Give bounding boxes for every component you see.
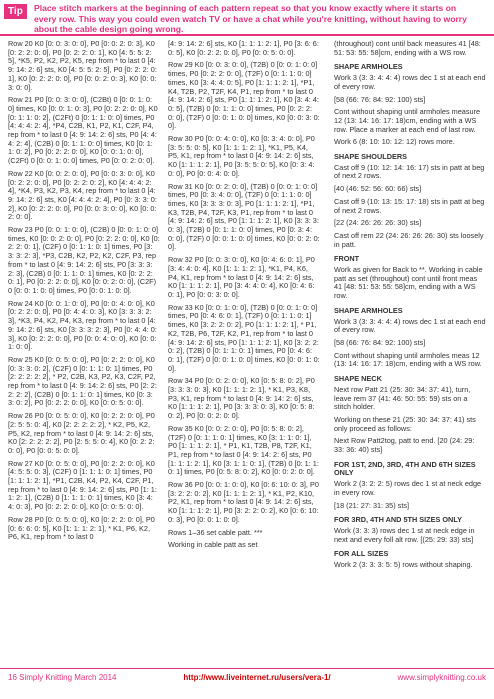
tip-text: Place stitch markers at the beginning of each pattern repeat so that you know exactly where it starts on every row. This way you could even watch TV or have a chat while you're knitting, without having to worry about the cable design going wrong. [34, 3, 467, 34]
pattern-paragraph: Row 30 P0 [0: 0: 4: 0: 0], K0 [0: 3: 4: 0: 0], P0 [3: 5: 5: 0: 5], K0 [1: 1: 1: 2: 1], *K1, P5, K4, P5, K1, rep from * to last 0 [4: 9: 14: 2: 6] sts, K0 [1: 1: 1: 2: 1], P0 [3: 5: 5: 0: 5], K0 [0: 3: 4: 0: 0], P0 [0: 0: 4: 0: 0]. [168, 134, 315, 178]
section-heading: SHAPE ARMHOLES [334, 305, 403, 315]
column-1 [8, 40, 160, 546]
footer [8, 673, 486, 682]
pattern-paragraph: Row 31 K0 [0: 0: 2: 0: 0], (T2B) 0 [0: 0: 1: 0: 0] times, P0 [0: 3: 4: 0: 0], (T2F) 0 [0: 1: 1: 0: 0] times, K0 [3: 3: 3: 0: 3], P0 [1: 1: 1: 2: 1], *P1, K3, T2B, P4, T2F, K3, P1, rep from * to last 0 [4: 9: 14: 2: 6] sts, P0 [1: 1: 1: 2: 1], K0 [3: 3: 3: 0: 3], (T2B) 0 [0: 1: 1: 0: 0] times, P0 [0: 3: 4: 0: 0], (T2F) 0 [0: 0: 1: 0: 0] times, K0 [0: 0: 2: 0: 0]. [168, 181, 320, 252]
pattern-paragraph: [58 (66: 76: 84: 92: 100) sts] [334, 337, 426, 347]
page-number: 16 Simply Knitting March 2014 [8, 673, 117, 682]
pattern-paragraph: [22 (24: 26: 26: 26: 30) sts] [334, 218, 422, 228]
pattern-paragraph: Row 33 K0 [0: 0: 1: 0: 0], (T2B) 0 [0: 0: 1: 0: 0] times, P0 [0: 4: 6: 0: 1], (T2F) 0 [0: 1: 1: 0: 1] times, K0 [3: 2: 2: 0: 2], P0 [1: 1: 1: 2: 1], * P1, K2, T2B, P6, T2F, K2, P1, rep from * to last 0 [4: 9: 14: 2: 6] sts, P0 [1: 1: 1: 2: 1], K0 [3: 2: 2: 0: 2], (T2B) 0 [0: 1: 1: 0: 1] times, P0 [0: 4: 6: 0: 1], (T2F) 0 [0: 0: 1: 0: 0] times, K0 [0: 0: 1: 0: 0]. [168, 302, 320, 373]
column-3 [334, 40, 486, 574]
section-heading: FOR ALL SIZES [334, 549, 389, 559]
pattern-paragraph: [4: 9: 14: 2: 6] sts, K0 [1: 1: 1: 2: 1], P0 [3: 6: 6: 0: 5], K0 [0: 2: 2: 0: 0], P0 [0: 0: 5: 0: 0]. [168, 39, 319, 57]
pattern-paragraph: Work 3 (3: 3: 4: 4: 4) rows dec 1 st at each end of every row. [334, 316, 486, 335]
tip-divider [0, 34, 494, 36]
footer-divider [0, 668, 494, 669]
section-heading: SHAPE NECK [334, 374, 382, 384]
pattern-paragraph: Row 20 K0 [0: 0: 3: 0: 0], P0 [0: 0: 2: 0: 3], K0 [0: 2: 2: 0: 0], P0 [0: 2: 2: 0: 1], K0 [4: 5: 5: 2: 5], *K5, P2, K2, P2, K5, rep from * to last 0 [4: 9: 14: 2: 6] sts, K0 [4: 5: 5: 2: 5], P0 [0: 2: 2: 0: 1], K0 [0: 2: 2: 0: 0], P0 [0: 0: 2: 0: 3], K0 [0: 0: 3: 0: 0]. [8, 39, 157, 92]
pattern-paragraph: Row 35 K0 [0: 0: 2: 0: 0], P0 [0: 5: 8: 0: 2], (T2F) 0 [0: 1: 1: 0: 1] times, K0 [3: 1: 1: 0: 1], P0 [1: 1: 1: 2: 1], * P1, K1, T2B, P8, T2F, K1, P1, rep from * to last 0 [4: 9: 14: 2: 6] sts, P0 [1: 1: 1: 2: 1], K0 [3: 1: 1: 0: 1], (T2B) 0 [0: 1: 1: 0: 1] times, P0 [0: 5: 8: 0: 2], K0 [0: 0: 2: 0: 0]. [168, 423, 319, 477]
pattern-paragraph: Next row Patt 21 (25: 30: 34: 37: 41), turn, leave rem 37 (41: 46: 50: 55: 59) sts on a stitch holder. [334, 384, 471, 412]
pattern-paragraph: Row 29 K0 [0: 0: 3: 0: 0], (T2B) 0 [0: 0: 1: 0: 0] times, P0 [0: 2: 2: 0: 0], (T2F) 0 [0: 1: 1: 0: 0] times, K0 [3: 4: 4: 0: 5], P0 [1: 1: 1: 2: 1], *P1, K4, T2B, P2, T2F, K4, P1, rep from * to last 0 [4: 9: 14: 2: 6] sts, P0 [1: 1: 1: 2: 1], K0 [3: 4: 4: 0: 5], (T2B) 0 [0: 1: 1: 0: 0] times, P0 [0: 2: 2: 0: 0], (T2F) 0 [0: 0: 1: 0: 0] times, K0 [0: 0: 3: 0: 0]. [168, 60, 320, 131]
pattern-paragraph: (throughout) cont until back measures 41 [48: 51: 53: 55: 58]cm, ending with a WS row. [334, 39, 481, 57]
pattern-paragraph: Work 2 (3: 3: 3: 5: 5) rows without shaping. [334, 560, 473, 570]
pattern-paragraph: Row 21 P0 [0: 0: 3: 0: 0], (C2Bt) 0 [0: 0: 1: 0: 0] times, K0 [0: 0: 1: 0: 3], P0 [0: 2: 2: 0: 0], K0 [0: 1: 1: 0: 2], (C2Ft) 0 [0: 1: 1: 0: 0] times, P0 [4: 4: 4: 2: 4], *P4, C2B, K1, P2, K1, C2F, P4, rep from * to last 0 [4: 9: 14: 2: 6] sts, P0 [4: 4: 4: 2: 4], (C2B) 0 [0: 1: 1: 0: 0] times, K0 [0: 1: 1: 0: 2], P0 [0: 2: 2: 0: 0], K0 [0: 0: 1: 0: 0], (C2Ft) 0 [0: 0: 1: 0: 0] times, P0 [0: 0: 2: 0: 0]. [8, 95, 158, 166]
pattern-paragraph: Row 28 P0 [0: 0: 5: 0: 0], K0 [0: 2: 2: 0: 0], P0 [0: 6: 6: 0: 5], K0 [1: 1: 1: 2: 1], * K1, P6, K2, P6, K1, rep from * to last 0 [8, 514, 155, 542]
pattern-paragraph: Work 3 (3: 3: 4: 4: 4) rows dec 1 st at each end of every row. [334, 73, 486, 91]
pattern-paragraph: Row 36 P0 [0: 0: 1: 0: 0], K0 [0: 6: 10: 0: 3], P0 [3: 2: 2: 0: 2], K0 [1: 1: 1: 2: 1], * K1, P2, K10, P2, K1, rep from * to last 0 [4: 9: 14: 2: 6] sts, K0 [1: 1: 1: 2: 1], P0 [3: 2: 2: 0: 2], K0 [0: 6: 10: 0: 3], P0 [0: 0: 1: 0: 0]. [168, 480, 319, 524]
pattern-paragraph: Work (3: 3: 3) rows dec 1 st at neck edge in next and every foll alt row. [(25: 29: 33) sts] [334, 525, 475, 544]
section-heading: FOR 3RD, 4TH AND 5TH SIZES ONLY [334, 515, 462, 525]
pattern-paragraph: Work 2 (3: 2: 2: 5) rows dec 1 st at neck edge in every row. [334, 479, 482, 497]
pattern-paragraph: Row 25 K0 [0: 0: 5: 0: 0], P0 [0: 2: 2: 0: 0], K0 [0: 3: 3: 0: 2], (C2F) 0 [0: 1: 1: 0: 1] times, P0 [2: 2: 2: 2: 2], * P2, C2B, K3, P2, K3, C2F, P2, rep from * to last 0 [4: 9: 14: 2: 6] sts, P0 [2: 2: 2: 2: 2], (C2B) 0 [0: 1: 1: 0: 1] times, K0 [0: 3: 3: 0: 2], P0 [0: 2: 2: 0: 0], K0 [0: 0: 5: 0: 0]. [8, 354, 157, 408]
pattern-paragraph: Row 32 P0 [0: 0: 3: 0: 0], K0 [0: 4: 6: 0: 1], P0 [3: 4: 4: 0: 4], K0 [1: 1: 1: 2: 1], *K1, P4, K6, P4, K1, rep from * to last 0 [4: 9: 14: 2: 6] sts, K0 [1: 1: 1: 2: 1], P0 [3: 4: 4: 0: 4], K0 [0: 4: 6: 0: 1], P0 [0: 0: 3: 0: 0]. [168, 255, 315, 299]
pattern-paragraph: Cast off rem 22 (24: 26: 26: 26: 30) sts loosely in patt. [334, 230, 484, 249]
tip-badge: Tip [4, 4, 27, 19]
section-heading: SHAPE SHOULDERS [334, 152, 407, 162]
pattern-paragraph: Row 24 K0 [0: 0: 1: 0: 0], P0 [0: 0: 4: 0: 0], K0 [0: 2: 2: 0: 0], P0 [0: 4: 4: 0: 3], K0 [3: 3: 3: 2: 3], *K3, P4, K2, P4, K3, rep from * to last 0 [4: 9: 14: 2: 6] sts, K0 [3: 3: 3: 2: 3], P0 [0: 4: 4: 0: 3], K0 [0: 2: 2: 0: 0], P0 [0: 0: 4: 0: 0], K0 [0: 0: 1: 0: 0]. [8, 298, 157, 352]
site-link[interactable]: www.simplyknitting.co.uk [397, 673, 486, 682]
tip-box [0, 0, 494, 34]
pattern-paragraph: Row 26 P0 [0: 0: 5: 0: 0], K0 [0: 2: 2: 0: 0], P0 [2: 5: 5: 0: 4], K0 [2: 2: 2: 2: 2], * K2, P5, K2, P5, K2, rep from * to last 0 [4: 9: 14: 2: 6] sts, K0 [2: 2: 2: 2: 2], P0 [2: 5: 5: 0: 4], K0 [0: 2: 2: 0: 0], P0 [0: 0: 5: 0: 0]. [8, 411, 155, 455]
pattern-paragraph: Work 6 (8: 10: 10: 12: 12) rows more. [334, 137, 455, 147]
pattern-paragraph: Cast off 9 (10: 13: 15: 17: 18) sts in patt at beg of next 2 rows. [334, 196, 485, 215]
pattern-paragraph: Next Row Patt2tog, patt to end. [20 (24: 29: 33: 36: 40) sts] [334, 436, 475, 455]
pattern-paragraph: Cont without shaping until armholes meas 12 (13: 14: 16: 17: 18)cm, ending with a WS row. [334, 350, 482, 369]
column-2 [168, 40, 320, 554]
pattern-paragraph: Row 27 K0 [0: 0: 5: 0: 0], P0 [0: 2: 2: 0: 0], K0 [4: 5: 5: 0: 3], (C2F) 0 [1: 1: 1: 0: 1] times, P0 [1: 1: 1: 2: 1], *P1, C2B, K4, P2, K4, C2F, P1, rep from * to last 0 [4: 9: 14: 2: 6] sts, P0 [1: 1: 1: 2: 1], (C2B) 0 [1: 1: 1: 0: 1] times, K0 [3: 4: 4: 0: 3], P0 [0: 2: 2: 0: 0], K0 [0: 0: 5: 0: 0]. [8, 458, 157, 512]
watermark-url[interactable]: http://www.liveinternet.ru/users/vera-1/ [183, 673, 331, 682]
section-heading: SHAPE ARMHOLES [334, 62, 403, 72]
pattern-paragraph: Row 34 P0 [0: 0: 2: 0: 0], K0 [0: 5: 8: 0: 2], P0 [3: 3: 3: 0: 3], K0 [1: 1: 1: 2: 1], * K1, P3, K8, P3, K1, rep from * to last 0 [4: 9: 14: 2: 6] sts, K0 [1: 1: 1: 2: 1], P0 [3: 3: 3: 0: 3], K0 [0: 5: 8: 0: 2], P0 [0: 0: 2: 0: 0]. [168, 376, 315, 421]
pattern-paragraph: Rows 1–36 set cable patt. *** [168, 527, 263, 537]
section-heading: FOR 1ST, 2ND, 3RD, 4TH AND 6TH SIZES ONLY [334, 459, 476, 478]
section-heading: FRONT [334, 254, 360, 264]
pattern-paragraph: Cast off 9 (10: 12: 14: 16: 17) sts in patt at beg of next 2 rows. [334, 162, 485, 181]
pattern-paragraph: Working in cable patt as set [168, 540, 258, 550]
pattern-paragraph: Cont without shaping until armholes measure 12 (13: 14: 16: 17: 18)cm, ending with a WS row. Place a marker at each end of last row. [334, 107, 481, 134]
pattern-paragraph: Working on these 21 (25: 30: 34: 37: 41) sts only proceed as follows: [334, 414, 476, 433]
pattern-paragraph: Work as given for Back to **. Working in cable patt as set (throughout) cont until front meas 41 [48: 51: 53: 55: 58]cm, ending with a WS row. [334, 265, 483, 301]
pattern-paragraph: [40 (46: 52: 56: 60: 66) sts] [334, 184, 422, 194]
pattern-paragraph: [58 (66: 76: 84: 92: 100) sts] [334, 94, 426, 104]
pattern-paragraph: Row 23 P0 [0: 0: 1: 0: 0], (C2B) 0 [0: 0: 1: 0: 0] times, K0 [0: 0: 2: 0: 0], P0 [0: 2: 2: 0: 0], K0 [0: 2: 2: 0: 1], (C2F) 0 [0: 1: 1: 0: 1] times, P0 [3: 3: 3: 2: 3], *P3, C2B, K2, P2, K2, C2F, P3, rep from * to last 0 [4: 9: 14: 2: 6] sts, P0 [3: 3: 3: 2: 3], (C2B) 0 [0: 1: 1: 0: 1] times, K0 [0: 2: 2: 0: 1], P0 [0: 2: 2: 0: 0], K0 [0: 0: 2: 0: 0], (C2F) 0 [0: 0: 1: 0: 0] times, P0 [0: 0: 1: 0: 0]. [8, 225, 160, 295]
pattern-paragraph: Row 22 K0 [0: 0: 2: 0: 0], P0 [0: 0: 3: 0: 0], K0 [0: 2: 2: 0: 0], P0 [0: 2: 2: 0: 2], K0 [4: 4: 4: 2: 4], *K4, P3, K2, P3, K4, rep from * to last 0 [4: 9: 14: 2: 6] sts, K0 [4: 4: 4: 2: 4], P0 [0: 3: 3: 0: 2], K0 [0: 2: 2: 0: 0], P0 [0: 0: 3: 0: 0], K0 [0: 0: 2: 0: 0]. [8, 168, 157, 222]
pattern-paragraph: [18 (21: 27: 31: 35) sts] [334, 500, 410, 510]
